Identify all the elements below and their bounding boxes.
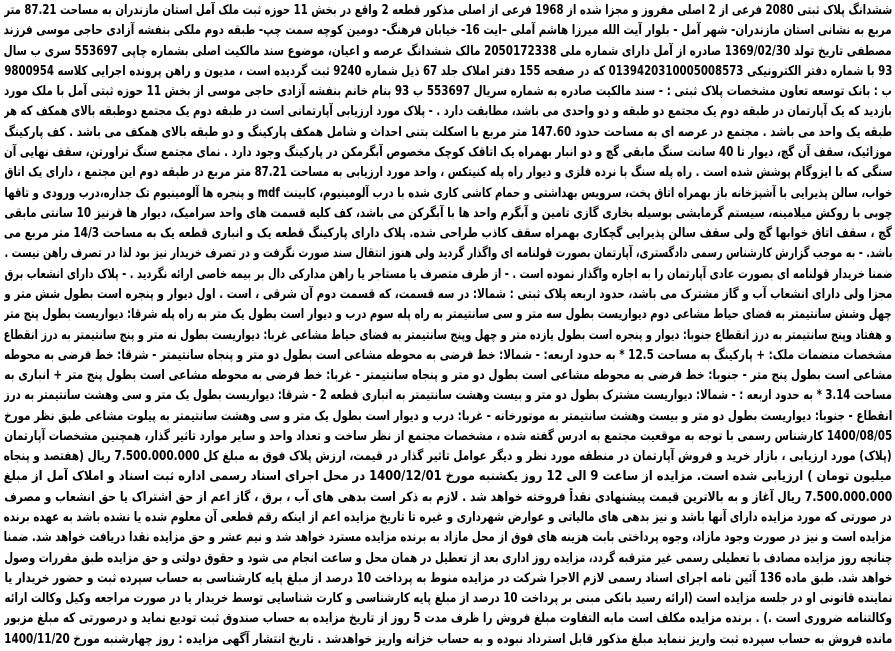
notice-line <box>4 427 892 447</box>
notice-line <box>4 62 892 82</box>
notice-line-text: خواهد شد. طبق ماده 136 آئین نامه اجرای اسناد رسمی لازم الاجرا شرکت در مزایده منوط به پرداخت 10 درصد از مبلغ پایه کارشناسی به حساب سپرده ثبت و حضور خریدار یا <box>4 570 892 586</box>
notice-line <box>4 102 892 122</box>
notice-line-text: و هفتاد وپنج سانتیمتر به درز انقطاع جنوبا: دیوار و پنجره است بطول یازده متر و چهل وپنج سانتیمتر به فضای حیاط مشاعی غربا: دیواریست بطول نه متر و پنج سانتیمتر به درز انقطاع <box>4 327 892 343</box>
notice-line-text: انقطاع - جنوبا: دیواریست بطول دو متر و بیست وهشت سانتیمتر به موتورخانه - غربا: درب و دیوار است بطول یک متر و سی وهشت سانتیمتر به پیلوت مشاعی طبق نظر مورخ <box>4 408 892 424</box>
notice-line-text: میلیون تومان ) ارزیابی شده است. مزایده از ساعت 9 الی 12 روز یکشنبه مورخ 1400/12/01 در محل اجرای اسناد رسمی اداره ثبت اسناد و املاک آمل از مبلغ <box>4 469 892 485</box>
notice-line-text: چنانچه روز مزایده مصادف با تعطیلی رسمی غیر مترقبه گردد، مزایده روز اداری بعد از تعطیل در همان محل و ساعت انجام می شود و حقوق دولتی و حق مزایده طبق مقررات وصول <box>4 550 892 566</box>
notice-line <box>4 163 892 183</box>
notice-line-text: بازدید که یک آپارتمان در طبقه دوم یک مجتمع دو طبقه و دو واحدی می باشد، مطابقت دارد . - پلاک مورد ارزیابی آپارتمانی است در طبقه دوم یک مجتمع دوطبقه بالای همکف که هر <box>4 104 892 120</box>
notice-line <box>4 204 892 224</box>
notice-line <box>4 224 892 244</box>
notice-line-text: 1400/08/05 کارشناس رسمی با توجه به موقعیت مجتمع به ادرس گفته شده ، مشخصات مجتمع از نظر ساخت و تعداد واحد و سایر موارد تاثیر گذار، همچنین مشخصات آپارتمان <box>4 428 892 444</box>
notice-line-text: مصطفی تاریخ تولد 1369/02/30 صادره از آمل دارای شماره ملی 2050172338 مالک ششدانگ عرصه و اعیان، موضوع سند مالکیت اصلی بشماره چاپی 553697 سری ب سال <box>4 43 892 59</box>
notice-line <box>4 366 892 386</box>
notice-line <box>4 528 892 548</box>
notice-line <box>4 265 892 285</box>
notice-line-text: مجزا ولی دارای انشعاب آب و گاز مشترک می باشد، حدود اربعه پلاک ثبتی : شمالا: در سه قسمت، که قسمت دوم آن شرقی ، است . اول دیوار و پنجره است بطول شش متر و <box>4 286 892 302</box>
notice-line <box>4 244 892 264</box>
notice-line-text: در صورتی که مورد مزایده دارای آنها باشد و نیز بدهی های مالیاتی و عوارض شهرداری و غیره تا تاریخ مزایده اعم از اینکه رقم قطعی آن معلوم شده یا نشده باشد به عهده برنده <box>4 510 892 526</box>
notice-line-text: 7.500.000.000 ریال آغاز و به بالاترین قیمت پیشنهادی نقداً فروخته خواهد شد . لازم به ذکر است بدهی های آب ، برق ، گاز اعم از حق اشتراک یا حق انشعاب و مصرف <box>4 489 892 505</box>
notice-line-text: مزایده است و نیز در صورت وجود مازاد، وجوه پرداختی بابت هزینه های فوق از محل مازاد به برنده مزایده مسترد خواهد شد و نیم عشر و حق مزایده نقدا دریافت خواهد شد. ضمنا <box>4 530 892 546</box>
notice-line <box>4 326 892 346</box>
notice-line <box>4 630 892 650</box>
notice-line-text: سنگی که با ایزوگام پوشش شده است . راه پله سنگ با نرده فلزی و دیوار راه پله کنیتکس ، واحد مورد ارزیابی به مساحت 87.21 متر مربع در طبقه دوم این مجتمع ، دارای یک اتاق <box>4 165 892 181</box>
notice-line <box>4 488 892 508</box>
notice-line-text: 93 با شماره دفتر الکترونیکی 0139420310005008573 که در صفحه 155 دفتر املاک جلد 67 ذیل شماره 9240 ثبت گردیده است ، مدیون و راهن پرونده اجرایی کلاسه 9800954 <box>4 63 892 79</box>
notice-line <box>4 549 892 569</box>
notice-line <box>4 123 892 143</box>
notice-line <box>4 467 892 487</box>
notice-line-text: مربع به نشانی استان مازندران- شهر آمل - بلوار آیت الله میرزا هاشم آملی –ایت 16- خیابان فرهنگ- دومین کوچه سمت چپ- طبقه دوم ملکی بنفشه آزادی حاجی موسی فرزند <box>4 23 892 39</box>
notice-line <box>4 285 892 305</box>
notice-line-text: چوبی با روکش میلامینه، سیستم گرمایشی بوسیله بخاری گازی تامین و آبگرم واحد ها با آبگرکن می باشد، کف کلیه قسمت های واحد سرامیک، دیوار ها قرنیز 10 سانتی مابقی <box>4 205 892 221</box>
notice-line-text: مساحت 3.14 * به حدود اربعه : - شمالا: دیواریست مشترک بطول دو متر و بیست وهشت سانتیمتر به انباری قطعه 2 - شرقا: دیواریست بطول یک متر و سی وهشت سانتیمتر به درز <box>4 388 892 404</box>
notice-line-text: چهل وشش سانتیمتر به فضای حیاط مشاعی دوم دیواریست بطول سه متر و سی سانتیمتر به راه پله سوم درب و دیوار است بطول یک متر به راه پله شرقا: دیواریست بطول پنج متر <box>4 307 892 323</box>
notice-line-text: خواب، سالن پذیرایی با آشپزخانه باز بهمراه اتاق پخت، سرویس بهداشتی و حمام کاشی کاری شده با درب آلومینیوم، کابینت mdf و پنجره ها آلومینیوم تک جداره،درب ورودی و تاقها <box>4 185 892 201</box>
notice-line <box>4 42 892 62</box>
auction-notice <box>4 1 892 650</box>
notice-line-text: نماینده قانونی او در جلسه مزایده است (ارائه رسید بانکی مبنی بر پرداخت 10 درصد از مبلغ پایه کارشناسی و کارت شناسایی توسط خریدار یا در صورت مراجعه وکیل وکالت ارائه <box>4 591 892 607</box>
notice-line <box>4 305 892 325</box>
notice-line <box>4 386 892 406</box>
notice-line <box>4 143 892 163</box>
notice-line-text: ب : بانک توسعه تعاون مشخصات پلاک ثبتی : - سند مالکیت صادره به شماره سریال 553697 ب 93 بنام خانم بنفشه آزادی حاجی موسی از بخش 11 حوزه ثبتی آمل با ملک مورد <box>4 84 892 100</box>
notice-line-text: مانده فروش به حساب سپرده ثبت واریز ننماید مبلغ مذکور قابل استرداد نبوده و به حساب خزانه واریز خواهدشد . تاریخ انتشار آگهی مزایده : روز چهارشنبه مورخ 1400/11/20 <box>4 631 892 647</box>
notice-line <box>4 1 892 21</box>
notice-line-text: باشد. - به موجب گزارش کارشناس رسمی دادگستری، آپارتمان بصورت قولنامه ای واگذار گردید ولی هنوز انتقال سند صورت نگرفت و در تصرف خریدار نیز بود لذا در تصرف راهن نیست . <box>4 246 892 262</box>
notice-line <box>4 184 892 204</box>
notice-line-text: وکالتنامه ضروری است .) . برنده مزایده مکلف است مابه التفاوت مبلغ فروش را ظرف مدت 5 روز از تاریخ مزایده به حساب صندوق ثبت تودیع نماید و درصورتی که مبلغ مزبور <box>4 611 892 627</box>
notice-line <box>4 569 892 589</box>
notice-line <box>4 407 892 427</box>
notice-line-text: ششدانگ پلاک ثبتی 2080 فرعی از 2 اصلی مفروز و مجزا شده از 1968 فرعی از اصلی مذکور قطعه 2 واقع در بخش 11 حوزه ثبت ملک آمل استان مازندران به مساحت 87.21 متر <box>4 3 892 18</box>
notice-line <box>4 346 892 366</box>
notice-line <box>4 447 892 467</box>
notice-line <box>4 21 892 41</box>
notice-line <box>4 82 892 102</box>
notice-line-text: گچ ، سقف اتاق خوابها گچ ولی سقف سالن پذیرایی گچکاری بهمراه سقف کاذب طراحی شده. پلاک دارای پارکینگ قطعه یک و انباری قطعه یک به مساحت 14/3 متر مربع می <box>4 226 892 242</box>
notice-line-text: (پلاک) مورد ارزیابی ، بازار خرید و فروش آپارتمان در منطقه مورد نظر و دیگر عوامل تاثیر گذار در قیمت، ارزش پلاک فوق به مبلغ کل 7.500.000.000 ریال (هفتصد و پنجاه <box>4 449 892 465</box>
notice-line <box>4 589 892 609</box>
notice-line-text: ضمنا خریدار قولنامه ای بصورت عادی آپارتمان را به اجاره واگذار نموده است . - از طرف متصرف یا مستاجر یا راهن مدارکی دال بر بیمه خاصی ارائه نگردید . - پلاک دارای انشعاب برق <box>4 266 892 282</box>
notice-line <box>4 609 892 629</box>
notice-line-text: مشخصات منضمات ملک: + پارکینگ به مساحت 12.5 * به حدود اربعه: - شمالا: خط فرضی به محوطه مشاعی است بطول دو متر و پنجاه سانتیمتر - شرقا: خط فرضی به محوطه <box>4 347 892 363</box>
notice-line-text: طبقه یک واحد می باشد . مجتمع در عرصه ای به مساحت حدود 147.60 متر مربع با اسکلت بتنی احداث و شامل همکف پارکینگ و دو طبقه بالای همکف می باشد . کف پارکینگ <box>4 124 892 140</box>
notice-line <box>4 508 892 528</box>
notice-line-text: موزائیک، سقف آن گچ، دیوار تا 40 سانت سنگ مابقی گچ و دو انبار بهمراه یک اتاقک کوچک مخصوص آبگرمکن در پارکینگ وجود دارد . نمای مجتمع سنگ تراورتن، سقف نهایی آن <box>4 144 892 160</box>
notice-line-text: مشاعی است بطول پنج متر - جنوبا: خط فرضی به محوطه مشاعی است بطول دو متر و پنجاه سانتیمتر - غربا: خط فرضی به محوطه مشاعی است بطول پنج متر + انباری به <box>4 368 892 384</box>
